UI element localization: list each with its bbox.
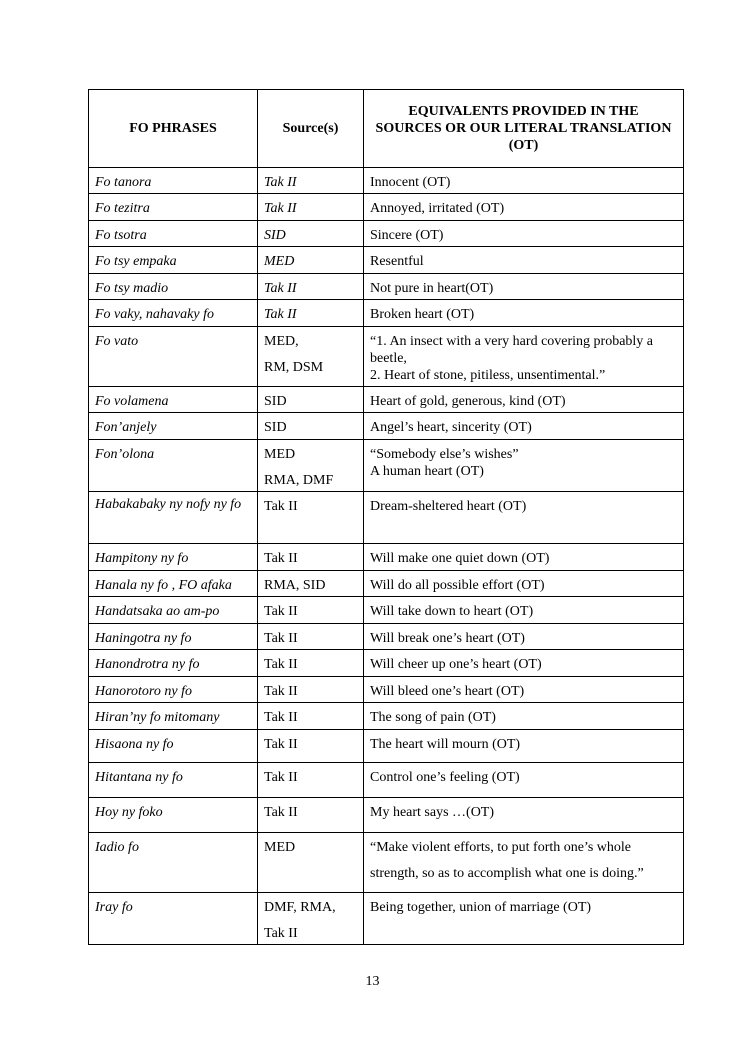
source-line: Tak II (264, 201, 297, 216)
source-line: Tak II (264, 631, 298, 646)
source-cell (258, 194, 364, 221)
source-line: Tak II (264, 926, 298, 941)
equivalent-line: The song of pain (OT) (370, 710, 496, 725)
equivalent-cell (364, 893, 684, 945)
table-row (89, 703, 684, 730)
source-cell (258, 300, 364, 327)
source-cell (258, 440, 364, 492)
equivalent-line: Will bleed one’s heart (OT) (370, 684, 525, 699)
phrases-table (88, 89, 684, 945)
source-cell (258, 893, 364, 945)
phrase-cell: Hanorotoro ny fo (89, 677, 258, 703)
equivalent-line: Innocent (OT) (370, 175, 451, 190)
table-row (89, 893, 684, 945)
equivalent-line: Will do all possible effort (OT) (370, 578, 545, 593)
source-cell (258, 492, 364, 544)
equivalent-cell (364, 413, 684, 440)
source-line: MED (264, 254, 295, 269)
source-cell (258, 833, 364, 893)
table-row (89, 300, 684, 327)
source-line: Tak II (264, 499, 298, 514)
table-row (89, 624, 684, 650)
equivalent-line: Heart of gold, generous, kind (OT) (370, 394, 566, 409)
phrase-cell: Fon’anjely (89, 413, 258, 440)
source-cell (258, 571, 364, 597)
source-cell (258, 544, 364, 571)
equivalent-line: Control one’s feeling (OT) (370, 770, 520, 785)
equivalent-line: Angel’s heart, sincerity (OT) (370, 420, 532, 435)
table-row (89, 327, 684, 387)
phrase-cell: Fo tanora (89, 168, 258, 194)
table-row (89, 492, 684, 544)
phrase-cell: Iray fo (89, 893, 258, 945)
phrase-cell: Habakabaky ny nofy ny fo (89, 492, 258, 544)
equivalent-line: Dream-sheltered heart (OT) (370, 499, 527, 514)
equivalent-line: 2. Heart of stone, pitiless, unsentimental.” (370, 368, 606, 383)
source-line: RMA, DMF (264, 473, 334, 488)
phrase-cell: Haningotra ny fo (89, 624, 258, 650)
source-line: MED, (264, 334, 299, 349)
table-row (89, 798, 684, 833)
phrase-cell: Fo tsotra (89, 221, 258, 247)
source-line: RM, DSM (264, 360, 324, 375)
equivalent-line: “Somebody else’s wishes” (370, 447, 519, 462)
source-line: SID (264, 228, 286, 243)
phrase-cell: Fo tezitra (89, 194, 258, 221)
equivalent-cell (364, 221, 684, 247)
equivalent-line: Will make one quiet down (OT) (370, 551, 550, 566)
table-row (89, 677, 684, 703)
source-cell (258, 247, 364, 274)
phrase-cell: Hanala ny fo , FO afaka (89, 571, 258, 597)
equivalent-cell (364, 624, 684, 650)
equivalent-line: Not pure in heart(OT) (370, 281, 494, 296)
phrase-cell: Fon’olona (89, 440, 258, 492)
source-line: Tak II (264, 770, 298, 785)
source-line: Tak II (264, 737, 298, 752)
equivalent-cell (364, 677, 684, 703)
equivalent-cell (364, 492, 684, 544)
source-line: Tak II (264, 175, 297, 190)
table-row (89, 440, 684, 492)
source-cell (258, 650, 364, 677)
table-row (89, 597, 684, 624)
phrase-cell: Hisaona ny fo (89, 730, 258, 763)
source-cell (258, 597, 364, 624)
source-line: MED (264, 447, 296, 462)
table-row (89, 413, 684, 440)
equivalent-cell (364, 168, 684, 194)
source-cell (258, 624, 364, 650)
equivalent-line: strength, so as to accomplish what one is doing.” (370, 866, 644, 881)
phrase-cell: Handatsaka ao am-po (89, 597, 258, 624)
source-cell (258, 327, 364, 387)
source-cell (258, 274, 364, 300)
equivalent-cell (364, 247, 684, 274)
table-row (89, 387, 684, 413)
table-row (89, 763, 684, 798)
equivalent-cell (364, 703, 684, 730)
source-line: Tak II (264, 307, 297, 322)
equivalent-cell (364, 833, 684, 893)
table-header-row (89, 90, 684, 168)
source-line: Tak II (264, 657, 298, 672)
header-fo-phrases: FO PHRASES (89, 90, 258, 168)
equivalent-line: My heart says …(OT) (370, 805, 495, 820)
source-cell (258, 703, 364, 730)
equivalent-cell (364, 730, 684, 763)
source-cell (258, 798, 364, 833)
table-row (89, 833, 684, 893)
equivalent-line: Being together, union of marriage (OT) (370, 900, 592, 915)
source-cell (258, 221, 364, 247)
equivalent-line: “1. An insect with a very hard covering probably a beetle, (370, 334, 654, 366)
equivalent-line: Will take down to heart (OT) (370, 604, 534, 619)
equivalent-cell (364, 571, 684, 597)
equivalent-cell (364, 440, 684, 492)
source-cell (258, 387, 364, 413)
table-body (89, 168, 684, 945)
table-row (89, 194, 684, 221)
source-line: RMA, SID (264, 578, 326, 593)
source-line: SID (264, 394, 287, 409)
equivalent-line: “Make violent efforts, to put forth one’s whole (370, 840, 632, 855)
source-line: SID (264, 420, 287, 435)
source-cell (258, 763, 364, 798)
phrase-cell: Hiran’ny fo mitomany (89, 703, 258, 730)
table-row (89, 650, 684, 677)
equivalent-cell (364, 763, 684, 798)
equivalent-line: A human heart (OT) (370, 464, 484, 479)
table-row (89, 571, 684, 597)
header-sources: Source(s) (258, 90, 364, 168)
table-row (89, 544, 684, 571)
equivalent-line: Broken heart (OT) (370, 307, 475, 322)
table-row (89, 247, 684, 274)
source-line: Tak II (264, 805, 298, 820)
equivalent-cell (364, 650, 684, 677)
phrase-cell: Hoy ny foko (89, 798, 258, 833)
equivalent-line: Annoyed, irritated (OT) (370, 201, 505, 216)
source-line: Tak II (264, 684, 298, 699)
table-row (89, 168, 684, 194)
equivalent-cell (364, 798, 684, 833)
phrase-cell: Hitantana ny fo (89, 763, 258, 798)
equivalent-cell (364, 387, 684, 413)
source-cell (258, 730, 364, 763)
phrase-cell: Fo vaky, nahavaky fo (89, 300, 258, 327)
table-row (89, 274, 684, 300)
equivalent-line: Sincere (OT) (370, 228, 444, 243)
source-line: Tak II (264, 281, 297, 296)
phrase-cell: Fo tsy madio (89, 274, 258, 300)
source-line: Tak II (264, 604, 298, 619)
equivalent-cell (364, 544, 684, 571)
source-cell (258, 677, 364, 703)
source-line: Tak II (264, 551, 298, 566)
equivalent-line: Will break one’s heart (OT) (370, 631, 525, 646)
phrase-cell: Iadio fo (89, 833, 258, 893)
equivalent-cell (364, 327, 684, 387)
source-line: DMF, RMA, (264, 900, 336, 915)
equivalent-cell (364, 274, 684, 300)
table-row (89, 221, 684, 247)
source-cell (258, 168, 364, 194)
phrase-cell: Hanondrotra ny fo (89, 650, 258, 677)
phrase-cell: Hampitony ny fo (89, 544, 258, 571)
equivalent-line: The heart will mourn (OT) (370, 737, 521, 752)
source-line: Tak II (264, 710, 298, 725)
source-cell (258, 413, 364, 440)
phrase-cell: Fo volamena (89, 387, 258, 413)
equivalent-cell (364, 194, 684, 221)
phrase-cell: Fo tsy empaka (89, 247, 258, 274)
page-number: 13 (365, 974, 380, 989)
equivalent-cell (364, 300, 684, 327)
source-line: MED (264, 840, 296, 855)
table-row (89, 730, 684, 763)
phrase-cell: Fo vato (89, 327, 258, 387)
equivalent-line: Will cheer up one’s heart (OT) (370, 657, 542, 672)
equivalent-cell (364, 597, 684, 624)
header-equivalents: EQUIVALENTS PROVIDED IN THE SOURCES OR OUR LITERAL TRANSLATION (OT) (364, 90, 684, 168)
equivalent-line: Resentful (370, 254, 424, 269)
